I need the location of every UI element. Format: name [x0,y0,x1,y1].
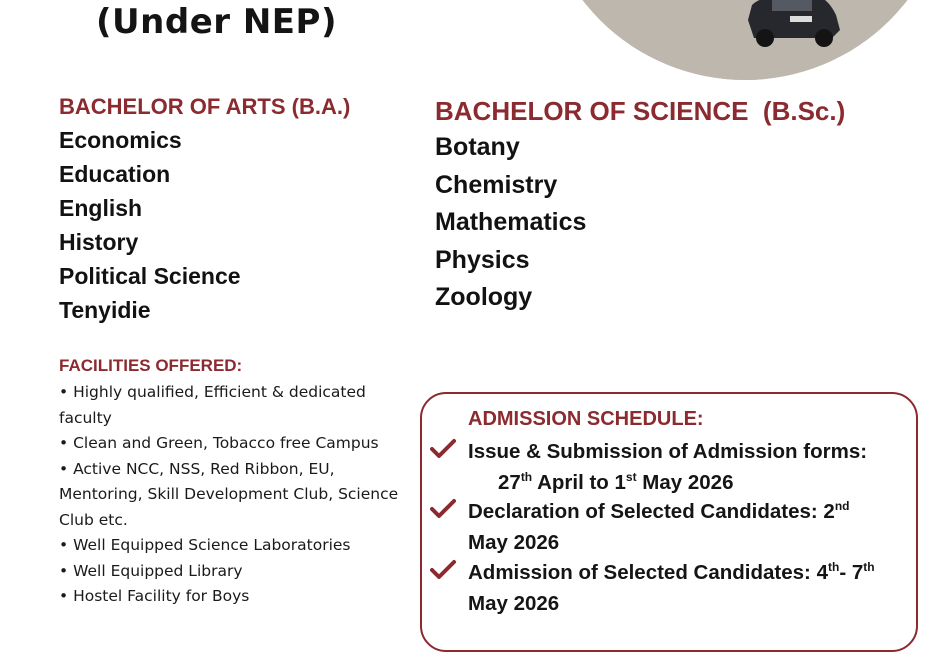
list-item: Botany [435,133,520,161]
check-icon [430,498,456,520]
list-item: Tenyidie [59,297,151,323]
list-item: History [59,229,139,255]
facilities-heading: FACILITIES OFFERED: [59,356,243,375]
schedule-item-date: May 2026 [468,531,560,554]
check-icon [430,559,456,581]
list-item: English [59,195,143,221]
list-item: Chemistry [435,170,558,199]
check-icon [430,438,456,460]
list-item: Mathematics [435,208,587,236]
schedule-item-text: Declaration of Selected Candidates: 2 [468,500,835,523]
ba-heading: BACHELOR OF ARTS (B.A.) [59,94,351,119]
list-item: • Highly qualified, Efficient & dedicated faculty [59,383,366,427]
list-item: • Well Equipped Library [59,561,243,580]
ba-subject-list [59,124,241,328]
schedule-item-text: Admission of Selected Candidates: 4 [468,561,828,584]
list-item: • Hostel Facility for Boys [59,587,250,605]
list-item: Education [59,161,171,187]
bsc-subject-list [435,130,586,318]
schedule-item-date: 27th April to 1st May 2026 [498,470,734,494]
list-item: Zoology [435,283,533,311]
list-item: Physics [435,245,530,274]
facilities-list [59,380,404,610]
list-item: • Clean and Green, Tobacco free Campus [59,434,379,452]
campus-photo [540,0,950,80]
bsc-heading: BACHELOR OF SCIENCE (B.Sc.) [435,96,846,126]
schedule-item-date: May 2026 [468,592,560,615]
schedule-item-text: Issue & Submission of Admission forms: [468,440,868,463]
list-item: Economics [59,127,182,153]
list-item: • Well Equipped Science Laboratories [59,536,351,554]
under-nep-subtitle: (Under NEP) [96,2,337,42]
schedule-heading: ADMISSION SCHEDULE: [468,408,704,430]
list-item: Political Science [59,263,241,289]
list-item: • Active NCC, NSS, Red Ribbon, EU, Mentoring, Skill Development Club, Science Club etc. [59,459,399,529]
